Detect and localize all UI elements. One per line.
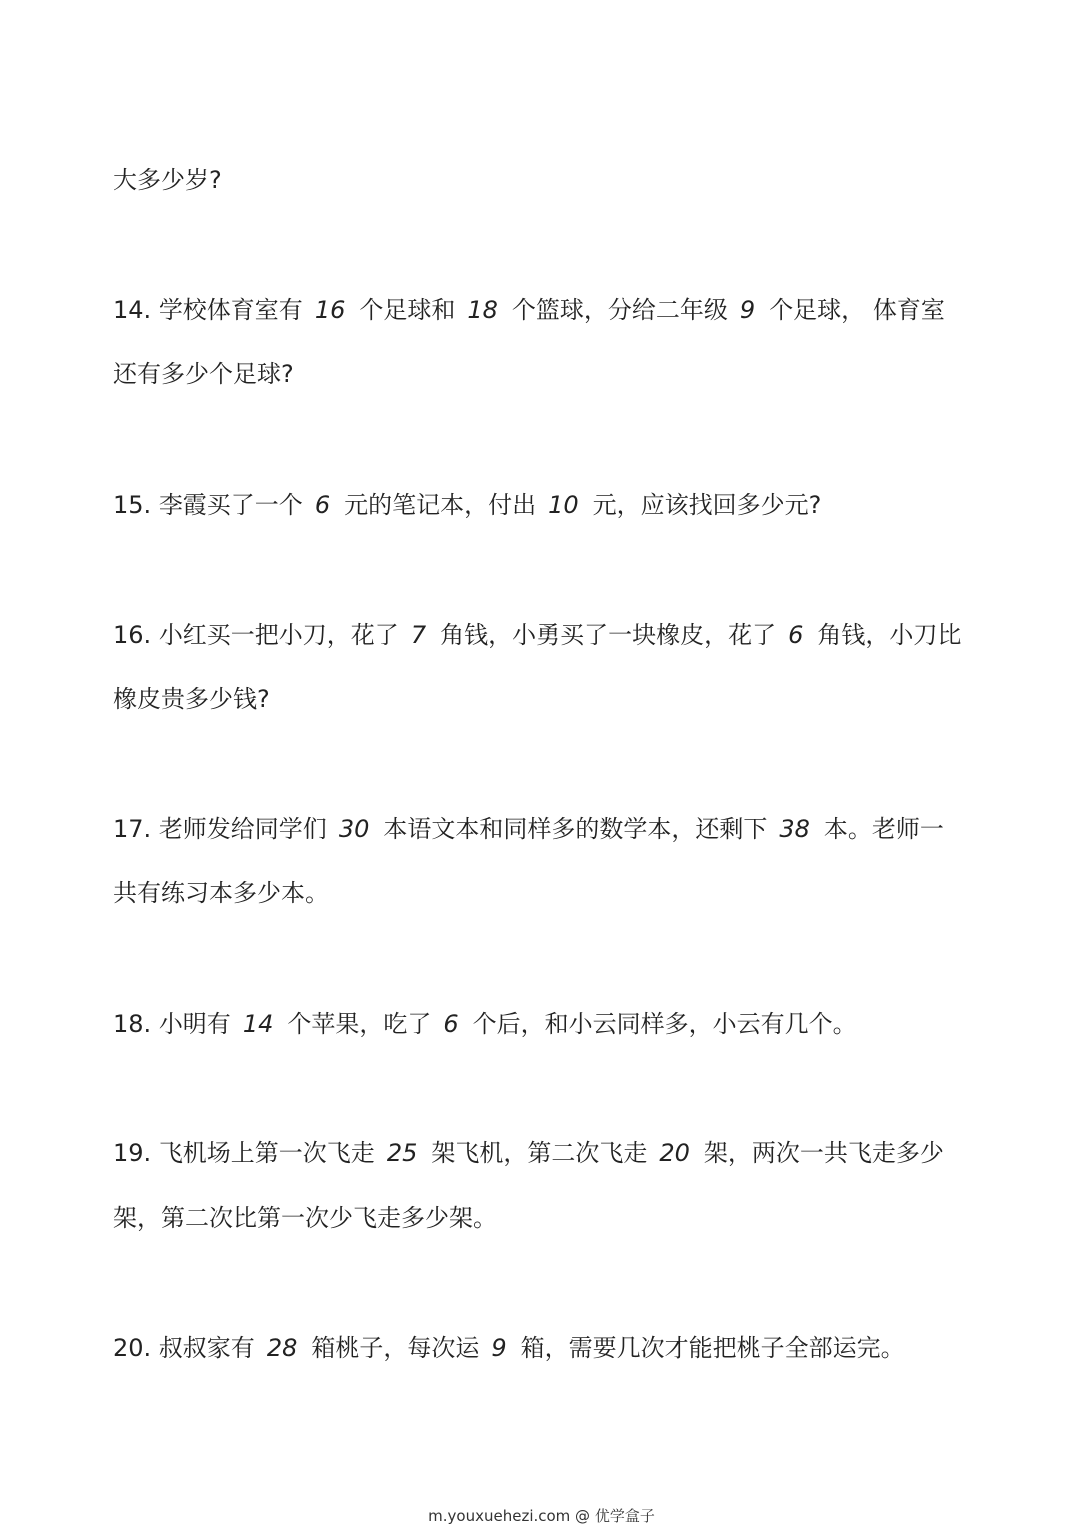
problem-text: 小红买一把小刀，花了 bbox=[158, 621, 399, 649]
problem-number: 19. bbox=[113, 1139, 152, 1167]
problem-text: 箱桃子，每次运 bbox=[311, 1334, 480, 1362]
problem-text: 学校体育室有 bbox=[158, 296, 303, 324]
quantity: 14 bbox=[242, 1010, 274, 1038]
problem-17-line-1 bbox=[113, 813, 983, 845]
problem-number: 20. bbox=[113, 1334, 152, 1362]
problem-20-line-1 bbox=[113, 1332, 983, 1364]
problem-16-line-1 bbox=[113, 619, 983, 651]
quantity: 9 bbox=[491, 1334, 507, 1362]
problem-text: 个后，和小云同样多，小云有几个。 bbox=[472, 1010, 857, 1038]
quantity: 20 bbox=[659, 1139, 690, 1167]
problem-text: 角钱，小勇买了一块橡皮，花了 bbox=[440, 621, 777, 649]
problem-text: 个篮球，分给二年级 bbox=[511, 296, 728, 324]
problem-18-line-1 bbox=[113, 1008, 983, 1040]
quantity: 16 bbox=[314, 296, 346, 324]
quantity: 38 bbox=[779, 815, 810, 843]
quantity: 9 bbox=[739, 296, 756, 324]
problem-text: 叔叔家有 bbox=[158, 1334, 255, 1362]
problem-text: 个足球， 体育室 bbox=[769, 296, 945, 324]
problem-text: 箱，需要几次才能把桃子全部运完。 bbox=[520, 1334, 905, 1362]
problem-text: 飞机场上第一次飞走 bbox=[158, 1139, 375, 1167]
problem-17-line-2: 共有练习本多少本。 bbox=[113, 879, 329, 907]
problem-number: 17. bbox=[113, 815, 152, 843]
quantity: 6 bbox=[788, 621, 804, 649]
problem-text: 个足球和 bbox=[359, 296, 456, 324]
problem-15-line-1 bbox=[113, 489, 983, 521]
quantity: 25 bbox=[386, 1139, 418, 1167]
carryover-line: 大多少岁? bbox=[113, 166, 222, 194]
quantity: 28 bbox=[266, 1334, 298, 1362]
problem-text: 老师发给同学们 bbox=[158, 815, 327, 843]
quantity: 6 bbox=[314, 491, 331, 519]
problem-text: 架，两次一共飞走多少 bbox=[703, 1139, 944, 1167]
quantity: 6 bbox=[443, 1010, 459, 1038]
problem-number: 15. bbox=[113, 491, 152, 519]
quantity: 30 bbox=[338, 815, 370, 843]
problem-number: 14. bbox=[113, 296, 152, 324]
quantity: 10 bbox=[548, 491, 579, 519]
problem-19-line-1 bbox=[113, 1137, 983, 1169]
problem-text: 李霞买了一个 bbox=[158, 491, 303, 519]
problem-number: 18. bbox=[113, 1010, 152, 1038]
problem-19-line-2: 架，第二次比第一次少飞走多少架。 bbox=[113, 1204, 497, 1232]
problem-text: 架飞机，第二次飞走 bbox=[431, 1139, 648, 1167]
problem-text: 小明有 bbox=[158, 1010, 231, 1038]
problem-text: 本。老师一 bbox=[823, 815, 944, 843]
problem-number: 16. bbox=[113, 621, 152, 649]
problem-14-line-1 bbox=[113, 294, 983, 326]
problem-text: 本语文本和同样多的数学本，还剩下 bbox=[383, 815, 768, 843]
problem-16-line-2: 橡皮贵多少钱? bbox=[113, 685, 270, 713]
footer-watermark: m.youxuehezi.com @ 优学盒子 bbox=[428, 1507, 655, 1525]
quantity: 18 bbox=[467, 296, 498, 324]
problem-text: 元，应该找回多少元? bbox=[592, 491, 822, 519]
problem-text: 个苹果，吃了 bbox=[287, 1010, 432, 1038]
problem-14-line-2: 还有多少个足球? bbox=[113, 360, 294, 388]
quantity: 7 bbox=[410, 621, 427, 649]
problem-text: 角钱，小刀比 bbox=[817, 621, 962, 649]
problem-text: 元的笔记本，付出 bbox=[344, 491, 537, 519]
